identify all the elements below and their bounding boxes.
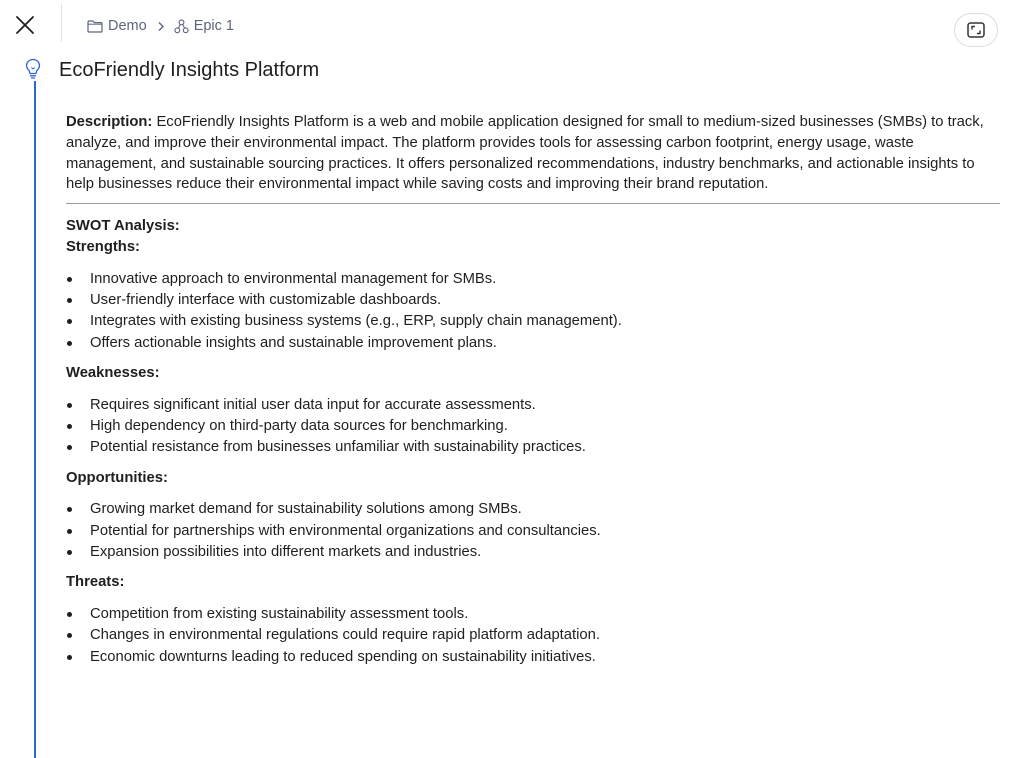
chevron-right-icon: [157, 21, 165, 32]
strengths-list: [66, 269, 1000, 354]
strengths-heading: Strengths:: [66, 238, 140, 255]
list-item: Competition from existing sustainability assessment tools.: [66, 604, 1000, 625]
breadcrumb-item-demo[interactable]: [87, 18, 147, 34]
list-item: High dependency on third-party data sources for benchmarking.: [66, 416, 1000, 437]
expand-button[interactable]: [954, 13, 998, 47]
threats-heading: Threats:: [66, 574, 125, 591]
list-item: Changes in environmental regulations could require rapid platform adaptation.: [66, 625, 1000, 646]
close-button[interactable]: [12, 12, 38, 38]
expand-icon: [967, 22, 985, 38]
breadcrumb-item-epic[interactable]: [174, 18, 234, 34]
breadcrumb-label: Demo: [108, 18, 147, 34]
list-item: Potential for partnerships with environmental organizations and consultancies.: [66, 521, 1000, 542]
description-paragraph: [66, 112, 1000, 204]
breadcrumb: [87, 16, 234, 36]
weaknesses-list: [66, 395, 1000, 459]
folder-icon: [87, 20, 103, 33]
list-item: Requires significant initial user data input for accurate assessments.: [66, 395, 1000, 416]
threats-list: [66, 604, 1000, 668]
swot-heading: SWOT Analysis:: [66, 218, 180, 235]
epic-icon: [174, 19, 189, 34]
list-item: User-friendly interface with customizable dashboards.: [66, 290, 1000, 311]
timeline-line: [34, 81, 36, 758]
list-item: Integrates with existing business systems (e.g., ERP, supply chain management).: [66, 311, 1000, 332]
item-description[interactable]: [66, 112, 1000, 668]
item-title[interactable]: EcoFriendly Insights Platform: [59, 59, 320, 81]
header-divider: [61, 4, 62, 42]
weaknesses-heading: Weaknesses:: [66, 364, 160, 381]
list-item: Economic downturns leading to reduced spending on sustainability initiatives.: [66, 647, 1000, 668]
lightbulb-icon: [24, 58, 42, 80]
opportunities-heading: Opportunities:: [66, 469, 168, 486]
description-text: EcoFriendly Insights Platform is a web and mobile application designed for small to medium-sized businesses (SMBs) to track, analyze, and improve their environmental impact. The platform provides tools for assessing carbon footprint, energy usage, waste management, and sustainable sourcing practices. It offers personalized recommendations, industry benchmarks, and actionable insights to help businesses reduce their environmental impact while saving costs and improving their brand reputation.: [66, 114, 984, 193]
list-item: Innovative approach to environmental management for SMBs.: [66, 269, 1000, 290]
breadcrumb-label: Epic 1: [193, 18, 234, 34]
list-item: Offers actionable insights and sustainable improvement plans.: [66, 333, 1000, 354]
list-item: Expansion possibilities into different markets and industries.: [66, 542, 1000, 563]
close-icon: [15, 15, 35, 35]
description-label: Description:: [66, 114, 153, 130]
list-item: Potential resistance from businesses unfamiliar with sustainability practices.: [66, 437, 1000, 458]
opportunities-list: [66, 499, 1000, 563]
list-item: Growing market demand for sustainability solutions among SMBs.: [66, 499, 1000, 520]
